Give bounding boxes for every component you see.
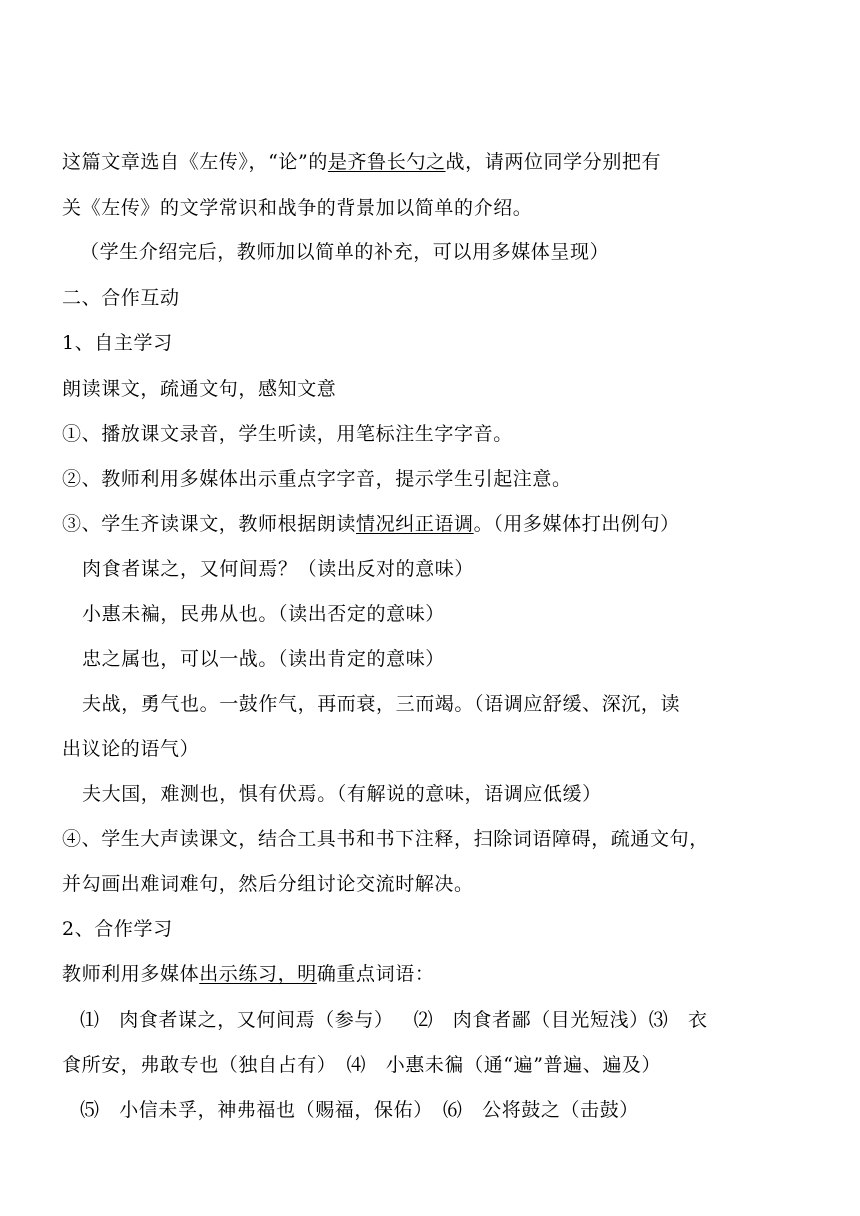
underlined-text: 出示练习，明 <box>199 963 317 985</box>
vocab-item: ⑴ 肉食者谋之，又何间焉（参与） <box>80 1009 394 1031</box>
example-sentence: 小惠未褊，民弗从也。（读出否定的意味） <box>82 603 445 625</box>
underlined-text: 是齐鲁长勺之 <box>327 151 446 173</box>
example-sentence: 夫战，勇气也。一鼓作气，再而衰，三而竭。（语调应舒缓、深沉，读 <box>82 693 681 715</box>
example-sentence: 忠之属也，可以一战。（读出肯定的意味） <box>82 648 445 670</box>
text-run: 这篇文章选自《左传》，“论”的 <box>62 151 328 173</box>
paragraph-line: （学生介绍完后，教师加以简单的补充，可以用多媒体呈现） <box>80 241 610 263</box>
paragraph-line: 朗读课文，疏通文句，感知文意 <box>62 378 337 400</box>
paragraph-line <box>62 962 722 986</box>
example-sentence: 夫大国，难测也，惧有伏焉。（有解说的意味，语调应低缓） <box>82 783 602 805</box>
paragraph-line <box>62 150 722 174</box>
vocab-item: ⑵ 肉食者鄙（目光短浅）⑶ 衣 <box>413 1009 708 1031</box>
paragraph-line: 并勾画出难词难句，然后分组讨论交流时解决。 <box>62 873 474 895</box>
text-run: 战，请两位同学分别把有 <box>445 151 662 173</box>
vocab-line <box>80 1008 740 1032</box>
paragraph-line: 出议论的语气） <box>62 738 200 760</box>
subsection-heading: 2、合作学习 <box>62 918 173 940</box>
list-item: ②、教师利用多媒体出示重点字字音，提示学生引起注意。 <box>62 468 572 490</box>
paragraph-line: 关《左传》的文学常识和战争的背景加以简单的介绍。 <box>62 197 533 219</box>
vocab-line: 食所安，弗敢专也（独自占有） ⑷ 小惠未徧（通“遍”普遍、遍及） <box>62 1054 662 1076</box>
underlined-text: 情况纠正语调 <box>356 513 474 535</box>
subsection-heading: 1、自主学习 <box>62 332 173 354</box>
list-item: ④、学生大声读课文，结合工具书和书下注释，扫除词语障碍，疏通文句， <box>62 828 709 850</box>
text-run: 教师利用多媒体 <box>62 963 200 985</box>
example-sentence: 肉食者谋之，又何间焉？（读出反对的意味） <box>82 558 475 580</box>
list-item: ①、播放课文录音，学生听读，用笔标注生字字音。 <box>62 423 513 445</box>
text-run: 。（用多媒体打出例句） <box>473 513 680 535</box>
text-run: ③、学生齐读课文，教师根据朗读 <box>62 513 357 535</box>
text-run: 确重点词语： <box>316 963 435 985</box>
section-heading: 二、合作互动 <box>62 287 180 309</box>
vocab-line: ⑸ 小信未孚，神弗福也（赐福，保佑） ⑹ 公将鼓之（击鼓） <box>80 1099 639 1121</box>
list-item <box>62 512 722 536</box>
